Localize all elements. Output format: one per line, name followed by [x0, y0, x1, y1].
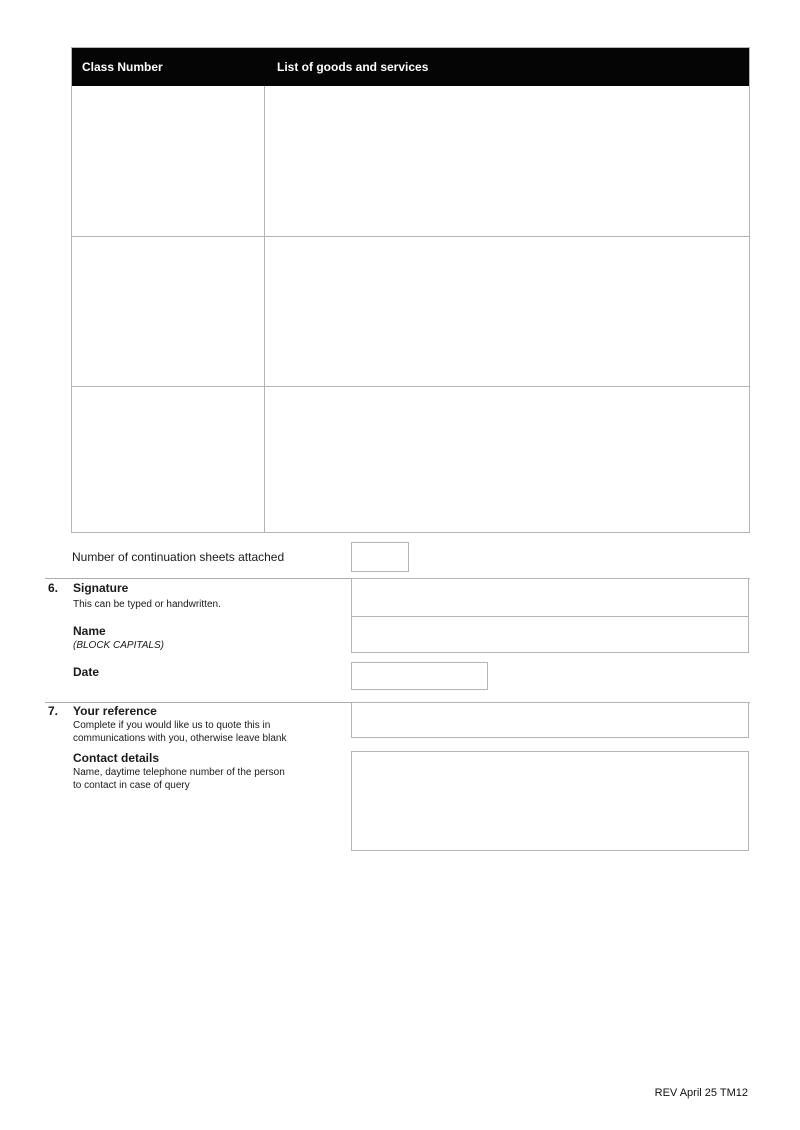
class-number-cell[interactable]: [72, 387, 265, 532]
form-revision-label: REV April 25 TM12: [654, 1087, 748, 1099]
section-7-number: 7.: [48, 704, 59, 718]
column-header-goods-services: List of goods and services: [277, 60, 429, 74]
your-reference-hint-line1: Complete if you would like us to quote this in: [73, 720, 271, 731]
signature-heading: Signature: [73, 581, 129, 595]
signature-hint: This can be typed or handwritten.: [73, 599, 221, 610]
name-hint: (BLOCK CAPITALS): [73, 640, 164, 651]
date-input[interactable]: [351, 662, 488, 690]
signature-input[interactable]: [351, 578, 749, 617]
name-input[interactable]: [351, 616, 749, 653]
date-heading: Date: [73, 665, 100, 679]
goods-services-cell[interactable]: [265, 237, 749, 386]
section-6-number: 6.: [48, 581, 59, 595]
contact-details-hint-line1: Name, daytime telephone number of the person: [73, 767, 285, 778]
continuation-sheets-input[interactable]: [351, 542, 409, 572]
table-row: [72, 86, 749, 236]
your-reference-input[interactable]: [351, 702, 749, 738]
class-number-cell[interactable]: [72, 237, 265, 386]
contact-details-input[interactable]: [351, 751, 749, 851]
contact-details-heading: Contact details: [73, 751, 160, 765]
goods-services-cell[interactable]: [265, 86, 749, 236]
your-reference-heading: Your reference: [73, 704, 157, 718]
contact-details-hint-line2: to contact in case of query: [73, 780, 190, 791]
your-reference-hint-line2: communications with you, otherwise leave blank: [73, 733, 287, 744]
table-header-row: [72, 48, 749, 86]
goods-services-cell[interactable]: [265, 387, 749, 532]
table-row: [72, 386, 749, 532]
goods-services-table: [71, 47, 750, 533]
table-row: [72, 236, 749, 386]
class-number-cell[interactable]: [72, 86, 265, 236]
continuation-sheets-label: Number of continuation sheets attached: [72, 550, 285, 564]
name-heading: Name: [73, 624, 106, 638]
column-header-class-number: Class Number: [82, 60, 163, 74]
